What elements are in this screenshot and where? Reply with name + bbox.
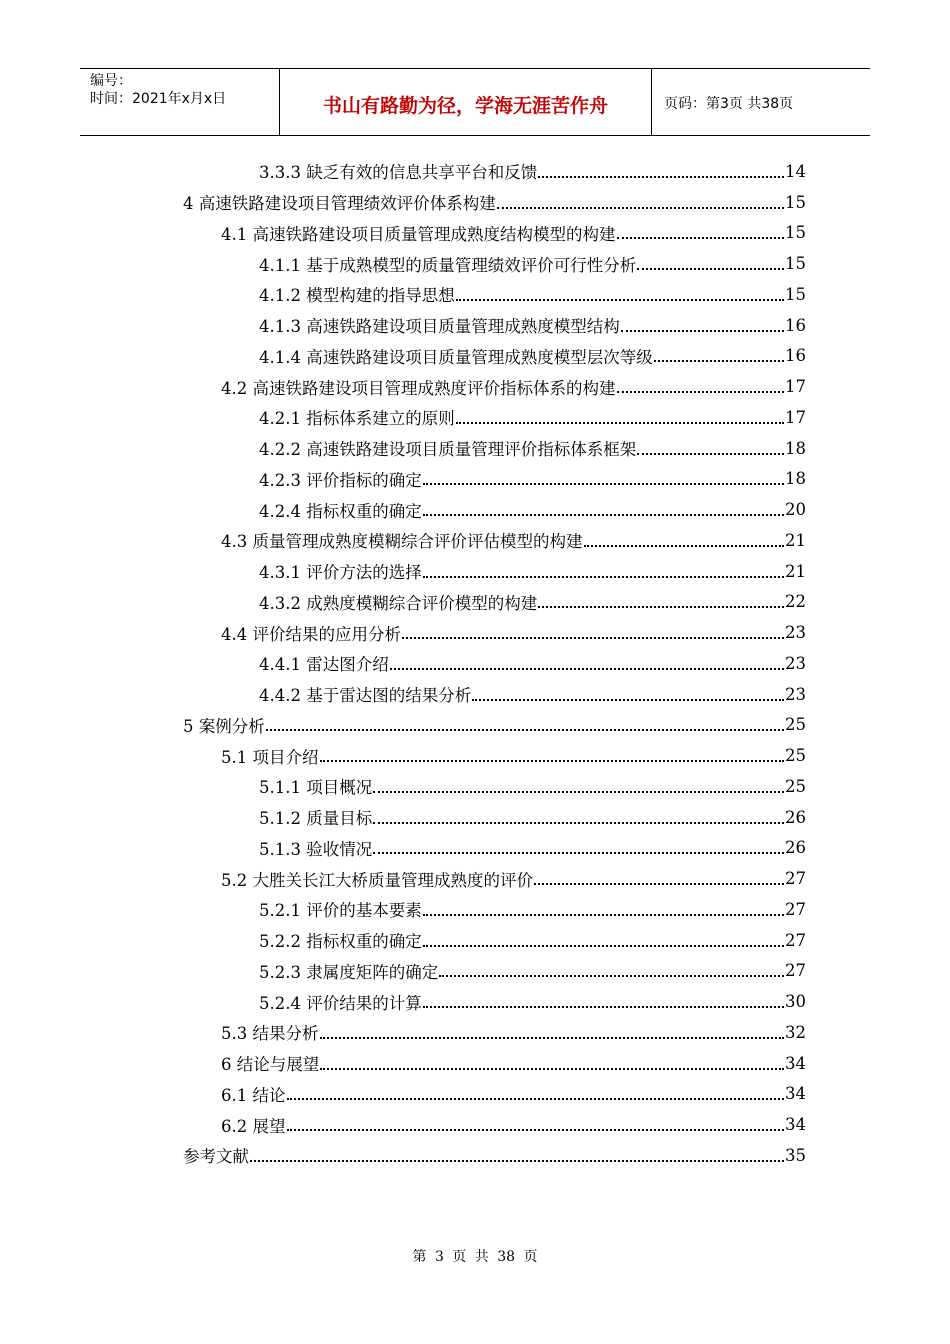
toc-dot-leader [402,637,784,639]
toc-entry-page: 27 [785,899,806,919]
toc-entry-label: 5.1.3 验收情况 [259,839,373,859]
toc-dot-leader [472,699,784,701]
toc-dot-leader [390,668,784,670]
toc-dot-leader [320,1037,785,1039]
document-number-label: 编号： [90,73,132,89]
toc-entry-page: 22 [785,592,806,612]
header-left-cell [80,69,280,135]
toc-entry-label: 5.2.4 评价结果的计算 [259,993,422,1013]
toc-entry-label: 4.3 质量管理成熟度模糊综合评价评估模型的构建 [221,532,583,552]
toc-dot-leader [373,791,784,793]
toc-entry-label: 5.2.2 指标权重的确定 [259,932,422,952]
toc-entry-page: 26 [785,838,806,858]
toc-entry[interactable] [183,187,806,218]
toc-entry-label: 6.2 展望 [221,1116,286,1136]
header-page-info: 页码：第3页 共38页 [664,96,794,112]
toc-dot-leader [584,545,785,547]
toc-entry-page: 20 [785,500,806,520]
toc-entry[interactable] [183,863,806,894]
toc-entry-label: 5.1.1 项目概况 [259,778,373,798]
toc-dot-leader [423,576,784,578]
toc-entry[interactable] [183,1140,806,1171]
toc-entry-label: 4.3.1 评价方法的选择 [259,563,422,583]
toc-entry[interactable] [183,925,806,956]
page-footer: 第 3 页 共 38 页 [412,1249,538,1265]
toc-entry-page: 15 [785,192,806,212]
toc-entry-label: 6 结论与展望 [221,1055,320,1075]
toc-entry-page: 23 [785,653,806,673]
toc-entry-label: 4.1 高速铁路建设项目质量管理成熟度结构模型的构建 [221,224,616,244]
page-header [80,68,870,136]
toc-entry[interactable] [183,464,806,495]
toc-entry[interactable] [183,802,806,833]
toc-entry[interactable] [183,341,806,372]
toc-entry-page: 35 [785,1145,806,1165]
toc-entry-label: 5.2.1 评价的基本要素 [259,901,422,921]
toc-dot-leader [621,330,784,332]
header-motto: 书山有路勤为径，学海无涯苦作舟 [280,69,652,135]
toc-entry-page: 27 [785,930,806,950]
toc-entry-page: 15 [785,223,806,243]
toc-dot-leader [617,391,785,393]
toc-entry-page: 34 [785,1084,806,1104]
toc-dot-leader [497,207,784,209]
toc-entry-page: 27 [785,869,806,889]
toc-entry-page: 18 [785,469,806,489]
toc-entry-page: 30 [785,992,806,1012]
toc-entry[interactable] [183,556,806,587]
toc-entry-page: 27 [785,961,806,981]
toc-entry-label: 4.1.2 模型构建的指导思想 [259,286,455,306]
toc-dot-leader [287,1098,785,1100]
toc-dot-leader [637,268,784,270]
toc-dot-leader [320,1068,784,1070]
toc-dot-leader [439,975,784,977]
toc-entry-page: 25 [785,776,806,796]
toc-dot-leader [250,1160,784,1162]
toc-entry-label: 4.1.4 高速铁路建设项目质量管理成熟度模型层次等级 [259,347,653,367]
toc-dot-leader [320,760,785,762]
toc-dot-leader [534,883,784,885]
toc-entry[interactable] [183,494,806,525]
toc-dot-leader [538,176,784,178]
toc-dot-leader [266,729,784,731]
toc-entry-label: 4.2.2 高速铁路建设项目质量管理评价指标体系框架 [259,440,637,460]
toc-entry-page: 21 [785,561,806,581]
toc-entry[interactable] [183,279,806,310]
toc-entry[interactable] [183,525,806,556]
toc-entry-label: 5 案例分析 [183,716,265,736]
toc-dot-leader [423,945,784,947]
toc-entry[interactable] [183,587,806,618]
toc-entry-page: 17 [785,407,806,427]
toc-entry-label: 4.1.1 基于成熟模型的质量管理绩效评价可行性分析 [259,255,637,275]
toc-entry-label: 5.1.2 质量目标 [259,809,373,829]
toc-entry-page: 18 [785,438,806,458]
toc-dot-leader [423,483,784,485]
toc-entry-label: 4.4.1 雷达图介绍 [259,655,389,675]
toc-dot-leader [637,453,784,455]
toc-entry-page: 21 [785,530,806,550]
toc-entry[interactable] [183,1079,806,1110]
toc-entry[interactable] [183,1048,806,1079]
toc-entry-label: 5.3 结果分析 [221,1024,319,1044]
toc-dot-leader [423,514,784,516]
toc-entry-label: 4.2.3 评价指标的确定 [259,470,422,490]
toc-entry-page: 23 [785,623,806,643]
toc-entry-label: 4.4 评价结果的应用分析 [221,624,401,644]
toc-entry[interactable] [183,956,806,987]
toc-dot-leader [654,360,784,362]
toc-entry[interactable] [183,1017,806,1048]
toc-entry-page: 26 [785,807,806,827]
table-of-contents [183,156,806,1171]
toc-dot-leader [538,606,784,608]
toc-entry-page: 17 [785,377,806,397]
toc-entry[interactable] [183,1109,806,1140]
toc-entry-label: 4.1.3 高速铁路建设项目质量管理成熟度模型结构 [259,317,620,337]
toc-entry-label: 5.1 项目介绍 [221,747,319,767]
toc-entry-label: 5.2 大胜关长江大桥质量管理成熟度的评价 [221,870,533,890]
toc-entry-page: 32 [785,1022,806,1042]
toc-dot-leader [456,422,784,424]
toc-entry-label: 4.2 高速铁路建设项目管理成熟度评价指标体系的构建 [221,378,616,398]
toc-dot-leader [617,237,785,239]
document-date-label: 时间：2021年x月x日 [90,91,227,107]
toc-entry[interactable] [183,679,806,710]
toc-entry-page: 16 [785,346,806,366]
toc-entry[interactable] [183,894,806,925]
toc-dot-leader [287,1129,785,1131]
toc-entry-label: 4.2.1 指标体系建立的原则 [259,409,455,429]
toc-entry[interactable] [183,740,806,771]
toc-entry[interactable] [183,218,806,249]
toc-entry-label: 3.3.3 缺乏有效的信息共享平台和反馈 [259,163,538,183]
toc-entry-page: 25 [785,715,806,735]
toc-entry[interactable] [183,371,806,402]
toc-entry[interactable] [183,617,806,648]
toc-entry-page: 23 [785,684,806,704]
toc-dot-leader [373,822,784,824]
toc-entry[interactable] [183,710,806,741]
toc-entry[interactable] [183,648,806,679]
toc-entry[interactable] [183,433,806,464]
toc-entry-label: 5.2.3 隶属度矩阵的确定 [259,962,439,982]
toc-entry-label: 4.4.2 基于雷达图的结果分析 [259,686,472,706]
toc-dot-leader [423,1006,784,1008]
toc-entry-label: 4 高速铁路建设项目管理绩效评价体系构建 [183,194,496,214]
toc-entry[interactable] [183,248,806,279]
toc-entry[interactable] [183,310,806,341]
toc-entry[interactable] [183,402,806,433]
toc-entry-page: 34 [785,1053,806,1073]
toc-entry-page: 14 [785,161,806,181]
toc-entry-page: 16 [785,315,806,335]
toc-entry-page: 34 [785,1115,806,1135]
toc-dot-leader [373,852,784,854]
toc-entry-page: 25 [785,746,806,766]
toc-entry-label: 6.1 结论 [221,1085,286,1105]
toc-entry[interactable] [183,986,806,1017]
toc-entry[interactable] [183,833,806,864]
toc-entry[interactable] [183,771,806,802]
toc-entry-page: 15 [785,284,806,304]
toc-entry-label: 4.2.4 指标权重的确定 [259,501,422,521]
toc-entry-label: 4.3.2 成熟度模糊综合评价模型的构建 [259,593,538,613]
toc-dot-leader [456,299,784,301]
toc-dot-leader [423,914,784,916]
toc-entry-label: 参考文献 [183,1147,249,1167]
toc-entry-page: 15 [785,254,806,274]
toc-entry[interactable] [183,156,806,187]
